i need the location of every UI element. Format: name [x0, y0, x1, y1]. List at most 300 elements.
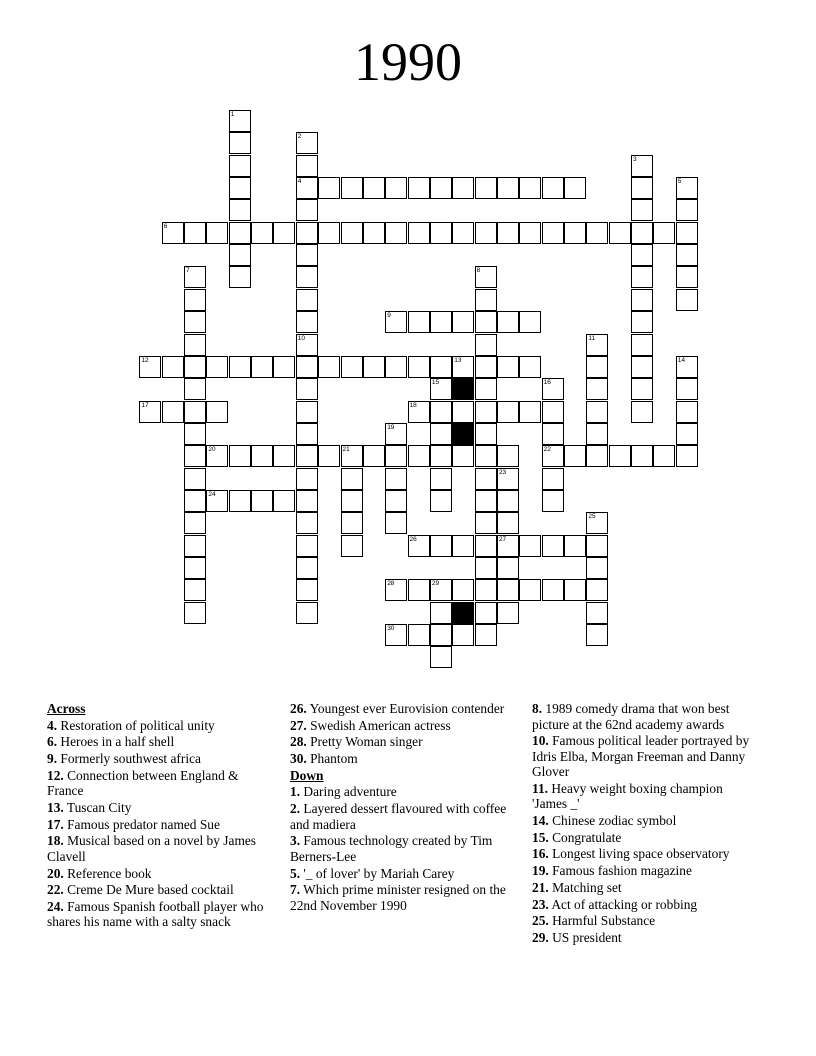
clue-number: 8 — [476, 267, 481, 275]
grid-cell[interactable] — [586, 222, 608, 244]
grid-cell[interactable] — [653, 222, 675, 244]
clue-item — [47, 882, 275, 898]
clue-item-number: 15. — [532, 829, 549, 845]
grid-cell[interactable] — [296, 356, 318, 378]
grid-cell[interactable] — [497, 535, 519, 557]
grid-cell[interactable] — [631, 445, 653, 467]
grid-cell[interactable] — [229, 244, 251, 266]
grid-cell[interactable] — [162, 356, 184, 378]
grid-cell[interactable] — [296, 177, 318, 199]
clue-item — [47, 751, 275, 767]
grid-cell[interactable] — [631, 266, 653, 288]
clue-number: 27 — [498, 535, 507, 543]
grid-cell[interactable] — [206, 445, 228, 467]
clue-item-number: 28. — [290, 734, 307, 750]
grid-cell[interactable] — [676, 177, 698, 199]
grid-cell[interactable] — [229, 356, 251, 378]
grid-cell[interactable] — [296, 334, 318, 356]
clue-column-1 — [47, 701, 275, 931]
grid-cell[interactable] — [676, 445, 698, 467]
grid-cell[interactable] — [184, 334, 206, 356]
grid-cell[interactable] — [229, 445, 251, 467]
grid-cell[interactable] — [475, 289, 497, 311]
grid-cell[interactable] — [184, 579, 206, 601]
grid-cell[interactable] — [408, 535, 430, 557]
grid-cell[interactable] — [341, 468, 363, 490]
grid-cell[interactable] — [519, 222, 541, 244]
clue-item-text: Tuscan City — [63, 799, 132, 815]
grid-cell[interactable] — [586, 334, 608, 356]
grid-cell[interactable] — [296, 222, 318, 244]
grid-cell[interactable] — [475, 311, 497, 333]
grid-cell[interactable] — [229, 177, 251, 199]
grid-cell[interactable] — [408, 445, 430, 467]
clue-item-text: Famous Spanish football player who shares his name with a salty snack — [47, 898, 264, 930]
grid-cell[interactable] — [609, 445, 631, 467]
grid-cell[interactable] — [542, 468, 564, 490]
grid-cell[interactable] — [296, 512, 318, 534]
grid-cell[interactable] — [296, 311, 318, 333]
grid-cell[interactable] — [497, 602, 519, 624]
clue-item-number: 3. — [290, 833, 301, 849]
grid-cell[interactable] — [318, 356, 340, 378]
grid-cell[interactable] — [519, 356, 541, 378]
grid-cell[interactable] — [318, 445, 340, 467]
grid-cell[interactable] — [184, 311, 206, 333]
grid-cell[interactable] — [184, 423, 206, 445]
grid-cell[interactable] — [475, 535, 497, 557]
grid-cell[interactable] — [586, 535, 608, 557]
grid-cell[interactable] — [430, 579, 452, 601]
grid-cell[interactable] — [184, 356, 206, 378]
grid-cell[interactable] — [452, 535, 474, 557]
grid-cell[interactable] — [229, 266, 251, 288]
grid-cell[interactable] — [430, 222, 452, 244]
clue-number: 24 — [208, 490, 216, 498]
clue-number: 11 — [588, 334, 596, 342]
clue-item-number: 25. — [532, 913, 549, 929]
clue-item-text: Heroes in a half shell — [57, 734, 175, 750]
clue-item-number: 19. — [532, 863, 549, 879]
grid-cell[interactable] — [341, 222, 363, 244]
clue-item — [532, 813, 760, 829]
grid-cell[interactable] — [296, 266, 318, 288]
grid-cell[interactable] — [363, 356, 385, 378]
grid-cell[interactable] — [162, 222, 184, 244]
grid-cell[interactable] — [430, 311, 452, 333]
grid-cell[interactable] — [519, 311, 541, 333]
grid-cell[interactable] — [318, 222, 340, 244]
clue-item — [47, 866, 275, 882]
grid-cell[interactable] — [408, 401, 430, 423]
clue-number: 12 — [141, 356, 149, 364]
grid-cell[interactable] — [430, 468, 452, 490]
grid-cell[interactable] — [475, 222, 497, 244]
grid-cell[interactable] — [564, 579, 586, 601]
grid-cell[interactable] — [341, 356, 363, 378]
grid-cell[interactable] — [363, 177, 385, 199]
grid-cell[interactable] — [475, 624, 497, 646]
grid-cell[interactable] — [631, 356, 653, 378]
grid-cell[interactable] — [408, 177, 430, 199]
grid-cell[interactable] — [408, 579, 430, 601]
grid-cell[interactable] — [430, 624, 452, 646]
grid-cell[interactable] — [385, 356, 407, 378]
grid-cell[interactable] — [676, 266, 698, 288]
clue-item — [532, 846, 760, 862]
grid-cell[interactable] — [631, 378, 653, 400]
grid-cell[interactable] — [251, 222, 273, 244]
clue-item-text: Famous predator named Sue — [63, 816, 220, 832]
clue-item-number: 23. — [532, 896, 549, 912]
grid-cell[interactable] — [184, 266, 206, 288]
grid-cell[interactable] — [497, 579, 519, 601]
clue-number: 4 — [297, 178, 302, 186]
grid-cell[interactable] — [341, 177, 363, 199]
grid-cell[interactable] — [475, 468, 497, 490]
clue-item — [47, 734, 275, 750]
clue-item — [290, 784, 518, 800]
clue-item-text: Phantom — [306, 751, 358, 767]
grid-cell[interactable] — [475, 401, 497, 423]
clue-item-text: Harmful Substance — [548, 913, 656, 929]
grid-cell[interactable] — [229, 199, 251, 221]
grid-cell[interactable] — [519, 535, 541, 557]
grid-cell[interactable] — [273, 222, 295, 244]
grid-cell[interactable] — [385, 624, 407, 646]
clue-item-text: Musical based on a novel by James Clavell — [47, 833, 257, 864]
grid-cell[interactable] — [430, 445, 452, 467]
grid-cell[interactable] — [385, 468, 407, 490]
grid-cell[interactable] — [542, 222, 564, 244]
grid-cell[interactable] — [653, 445, 675, 467]
grid-cell[interactable] — [676, 222, 698, 244]
grid-cell[interactable] — [408, 624, 430, 646]
grid-cell[interactable] — [385, 512, 407, 534]
grid-cell[interactable] — [296, 579, 318, 601]
grid-cell[interactable] — [564, 445, 586, 467]
grid-cell[interactable] — [296, 132, 318, 154]
clue-item-text: Longest living space observatory — [548, 846, 730, 862]
grid-block-cell — [452, 423, 474, 445]
grid-cell[interactable] — [363, 222, 385, 244]
grid-cell[interactable] — [251, 356, 273, 378]
grid-cell[interactable] — [430, 177, 452, 199]
clue-item-text: Which prime minister resigned on the 22nd November 1990 — [290, 882, 506, 913]
grid-cell[interactable] — [497, 557, 519, 579]
grid-cell[interactable] — [676, 356, 698, 378]
grid-cell[interactable] — [631, 244, 653, 266]
grid-cell[interactable] — [206, 356, 228, 378]
grid-cell[interactable] — [497, 222, 519, 244]
grid-cell[interactable] — [206, 490, 228, 512]
grid-cell[interactable] — [273, 490, 295, 512]
grid-cell[interactable] — [452, 624, 474, 646]
clue-item-text: Congratulate — [548, 829, 622, 845]
clue-number: 29 — [431, 580, 440, 588]
clue-item — [290, 833, 518, 864]
grid-cell[interactable] — [676, 244, 698, 266]
grid-cell[interactable] — [452, 177, 474, 199]
grid-cell[interactable] — [475, 490, 497, 512]
grid-cell[interactable] — [542, 177, 564, 199]
grid-cell[interactable] — [519, 579, 541, 601]
grid-cell[interactable] — [631, 155, 653, 177]
grid-cell[interactable] — [273, 356, 295, 378]
clue-number: 5 — [677, 178, 682, 186]
grid-cell[interactable] — [676, 378, 698, 400]
grid-cell[interactable] — [296, 155, 318, 177]
grid-cell[interactable] — [206, 222, 228, 244]
grid-cell[interactable] — [408, 311, 430, 333]
grid-cell[interactable] — [542, 490, 564, 512]
clue-item-number: 5. — [290, 865, 301, 881]
clue-item-text: Famous technology created by Tim Berners-Lee — [290, 833, 493, 864]
grid-cell[interactable] — [586, 401, 608, 423]
grid-cell[interactable] — [229, 110, 251, 132]
grid-cell[interactable] — [296, 378, 318, 400]
clue-number: 7 — [186, 267, 190, 275]
grid-cell[interactable] — [430, 423, 452, 445]
clue-number: 22 — [543, 446, 551, 454]
grid-cell[interactable] — [318, 177, 340, 199]
grid-cell[interactable] — [385, 579, 407, 601]
grid-cell[interactable] — [341, 445, 363, 467]
grid-cell[interactable] — [497, 490, 519, 512]
clue-number: 15 — [431, 379, 440, 387]
clue-item — [290, 751, 518, 767]
grid-cell[interactable] — [430, 535, 452, 557]
grid-cell[interactable] — [542, 401, 564, 423]
grid-cell[interactable] — [631, 289, 653, 311]
clue-item-text: Youngest ever Eurovision contender — [306, 701, 505, 716]
grid-cell[interactable] — [631, 311, 653, 333]
clue-item-number: 16. — [532, 846, 549, 862]
grid-cell[interactable] — [586, 624, 608, 646]
grid-cell[interactable] — [184, 490, 206, 512]
clue-item — [532, 733, 760, 780]
grid-cell[interactable] — [631, 199, 653, 221]
grid-cell[interactable] — [452, 579, 474, 601]
clue-item-number: 12. — [47, 767, 64, 783]
grid-cell[interactable] — [296, 401, 318, 423]
grid-cell[interactable] — [475, 177, 497, 199]
grid-cell[interactable] — [139, 356, 161, 378]
grid-cell[interactable] — [676, 289, 698, 311]
grid-cell[interactable] — [162, 401, 184, 423]
grid-cell[interactable] — [631, 222, 653, 244]
clue-item — [532, 913, 760, 929]
grid-cell[interactable] — [229, 490, 251, 512]
grid-cell[interactable] — [296, 199, 318, 221]
grid-cell[interactable] — [542, 535, 564, 557]
grid-cell[interactable] — [296, 423, 318, 445]
clue-item-text: Swedish American actress — [306, 717, 451, 733]
grid-cell[interactable] — [385, 423, 407, 445]
grid-cell[interactable] — [452, 311, 474, 333]
grid-cell[interactable] — [408, 356, 430, 378]
grid-cell[interactable] — [497, 177, 519, 199]
grid-cell[interactable] — [564, 222, 586, 244]
clue-item-text: Reference book — [63, 865, 152, 881]
grid-cell[interactable] — [363, 445, 385, 467]
grid-cell[interactable] — [139, 401, 161, 423]
grid-cell[interactable] — [452, 445, 474, 467]
clue-column-3 — [532, 701, 760, 947]
grid-cell[interactable] — [408, 222, 430, 244]
grid-cell[interactable] — [229, 132, 251, 154]
grid-cell[interactable] — [452, 401, 474, 423]
grid-cell[interactable] — [184, 535, 206, 557]
grid-cell[interactable] — [676, 401, 698, 423]
clue-number: 30 — [387, 625, 395, 633]
clue-item-number: 18. — [47, 833, 64, 849]
grid-cell[interactable] — [273, 445, 295, 467]
grid-cell[interactable] — [296, 535, 318, 557]
grid-cell[interactable] — [497, 356, 519, 378]
clue-item-number: 7. — [290, 882, 301, 898]
clue-item-number: 14. — [532, 813, 549, 829]
grid-cell[interactable] — [475, 445, 497, 467]
grid-cell[interactable] — [586, 445, 608, 467]
grid-cell[interactable] — [229, 222, 251, 244]
grid-cell[interactable] — [385, 445, 407, 467]
grid-cell[interactable] — [519, 177, 541, 199]
grid-cell[interactable] — [184, 289, 206, 311]
clue-item-number: 26. — [290, 701, 307, 716]
grid-cell[interactable] — [184, 378, 206, 400]
grid-cell[interactable] — [631, 177, 653, 199]
grid-cell[interactable] — [586, 423, 608, 445]
clue-number: 26 — [409, 535, 417, 543]
clue-item-text: Famous fashion magazine — [548, 863, 692, 879]
grid-cell[interactable] — [497, 311, 519, 333]
grid-cell[interactable] — [341, 535, 363, 557]
grid-cell[interactable] — [452, 222, 474, 244]
grid-cell[interactable] — [475, 356, 497, 378]
grid-cell[interactable] — [542, 579, 564, 601]
clue-item-text: 1989 comedy drama that won best picture at the 62nd academy awards — [532, 701, 730, 732]
clue-item-text: Heavy weight boxing champion 'James _' — [532, 780, 723, 812]
clue-item — [47, 899, 275, 930]
grid-cell[interactable] — [296, 244, 318, 266]
grid-cell[interactable] — [564, 177, 586, 199]
grid-cell[interactable] — [385, 490, 407, 512]
grid-cell[interactable] — [475, 334, 497, 356]
grid-cell[interactable] — [676, 423, 698, 445]
grid-cell[interactable] — [542, 378, 564, 400]
grid-cell[interactable] — [430, 646, 452, 668]
clue-item-number: 24. — [47, 898, 64, 914]
grid-cell[interactable] — [385, 177, 407, 199]
clue-number: 19 — [387, 423, 395, 431]
grid-cell[interactable] — [497, 445, 519, 467]
grid-cell[interactable] — [475, 579, 497, 601]
grid-cell[interactable] — [542, 445, 564, 467]
clue-number: 23 — [498, 468, 507, 476]
grid-cell[interactable] — [430, 490, 452, 512]
clue-item-number: 4. — [47, 717, 58, 733]
grid-cell[interactable] — [586, 378, 608, 400]
clue-number: 1 — [230, 111, 235, 118]
grid-cell[interactable] — [430, 401, 452, 423]
grid-cell[interactable] — [631, 401, 653, 423]
grid-cell[interactable] — [475, 512, 497, 534]
grid-cell[interactable] — [385, 311, 407, 333]
grid-cell[interactable] — [296, 602, 318, 624]
grid-cell[interactable] — [184, 445, 206, 467]
clue-item-number: 6. — [47, 734, 58, 750]
grid-cell[interactable] — [631, 334, 653, 356]
grid-cell[interactable] — [586, 356, 608, 378]
grid-cell[interactable] — [497, 468, 519, 490]
grid-cell[interactable] — [184, 512, 206, 534]
clue-item-text: Daring adventure — [300, 784, 397, 800]
grid-block-cell — [452, 602, 474, 624]
grid-cell[interactable] — [475, 378, 497, 400]
grid-cell[interactable] — [609, 222, 631, 244]
grid-cell[interactable] — [430, 378, 452, 400]
clue-item — [47, 817, 275, 833]
grid-cell[interactable] — [497, 512, 519, 534]
grid-cell[interactable] — [341, 490, 363, 512]
grid-cell[interactable] — [229, 155, 251, 177]
grid-cell[interactable] — [452, 356, 474, 378]
grid-cell[interactable] — [184, 602, 206, 624]
grid-cell[interactable] — [206, 401, 228, 423]
grid-cell[interactable] — [676, 199, 698, 221]
grid-cell[interactable] — [475, 557, 497, 579]
grid-cell[interactable] — [184, 468, 206, 490]
grid-cell[interactable] — [475, 423, 497, 445]
clue-number: 3 — [633, 155, 637, 163]
grid-cell[interactable] — [564, 535, 586, 557]
clue-item — [532, 897, 760, 913]
grid-cell[interactable] — [385, 222, 407, 244]
grid-cell[interactable] — [296, 289, 318, 311]
clue-item-number: 13. — [47, 799, 64, 815]
grid-cell[interactable] — [184, 401, 206, 423]
clue-item-number: 11. — [532, 780, 548, 796]
clue-number: 21 — [342, 446, 350, 454]
grid-cell[interactable] — [430, 356, 452, 378]
grid-cell[interactable] — [586, 512, 608, 534]
grid-cell[interactable] — [251, 445, 273, 467]
clue-number: 14 — [677, 356, 685, 364]
grid-cell[interactable] — [519, 401, 541, 423]
clue-number: 18 — [409, 401, 417, 409]
clue-item-text: Connection between England & France — [47, 767, 239, 799]
grid-cell[interactable] — [475, 266, 497, 288]
grid-cell[interactable] — [184, 557, 206, 579]
grid-cell[interactable] — [475, 602, 497, 624]
grid-cell[interactable] — [296, 557, 318, 579]
grid-cell[interactable] — [296, 468, 318, 490]
grid-cell[interactable] — [430, 602, 452, 624]
grid-cell[interactable] — [296, 445, 318, 467]
grid-cell[interactable] — [586, 557, 608, 579]
grid-cell[interactable] — [497, 401, 519, 423]
grid-cell[interactable] — [341, 512, 363, 534]
grid-cell[interactable] — [542, 423, 564, 445]
grid-cell[interactable] — [586, 579, 608, 601]
grid-cell[interactable] — [586, 602, 608, 624]
grid-cell[interactable] — [184, 222, 206, 244]
grid-cell[interactable] — [251, 490, 273, 512]
clue-item — [532, 880, 760, 896]
grid-cell[interactable] — [296, 490, 318, 512]
clue-item-text: Pretty Woman singer — [306, 734, 423, 750]
